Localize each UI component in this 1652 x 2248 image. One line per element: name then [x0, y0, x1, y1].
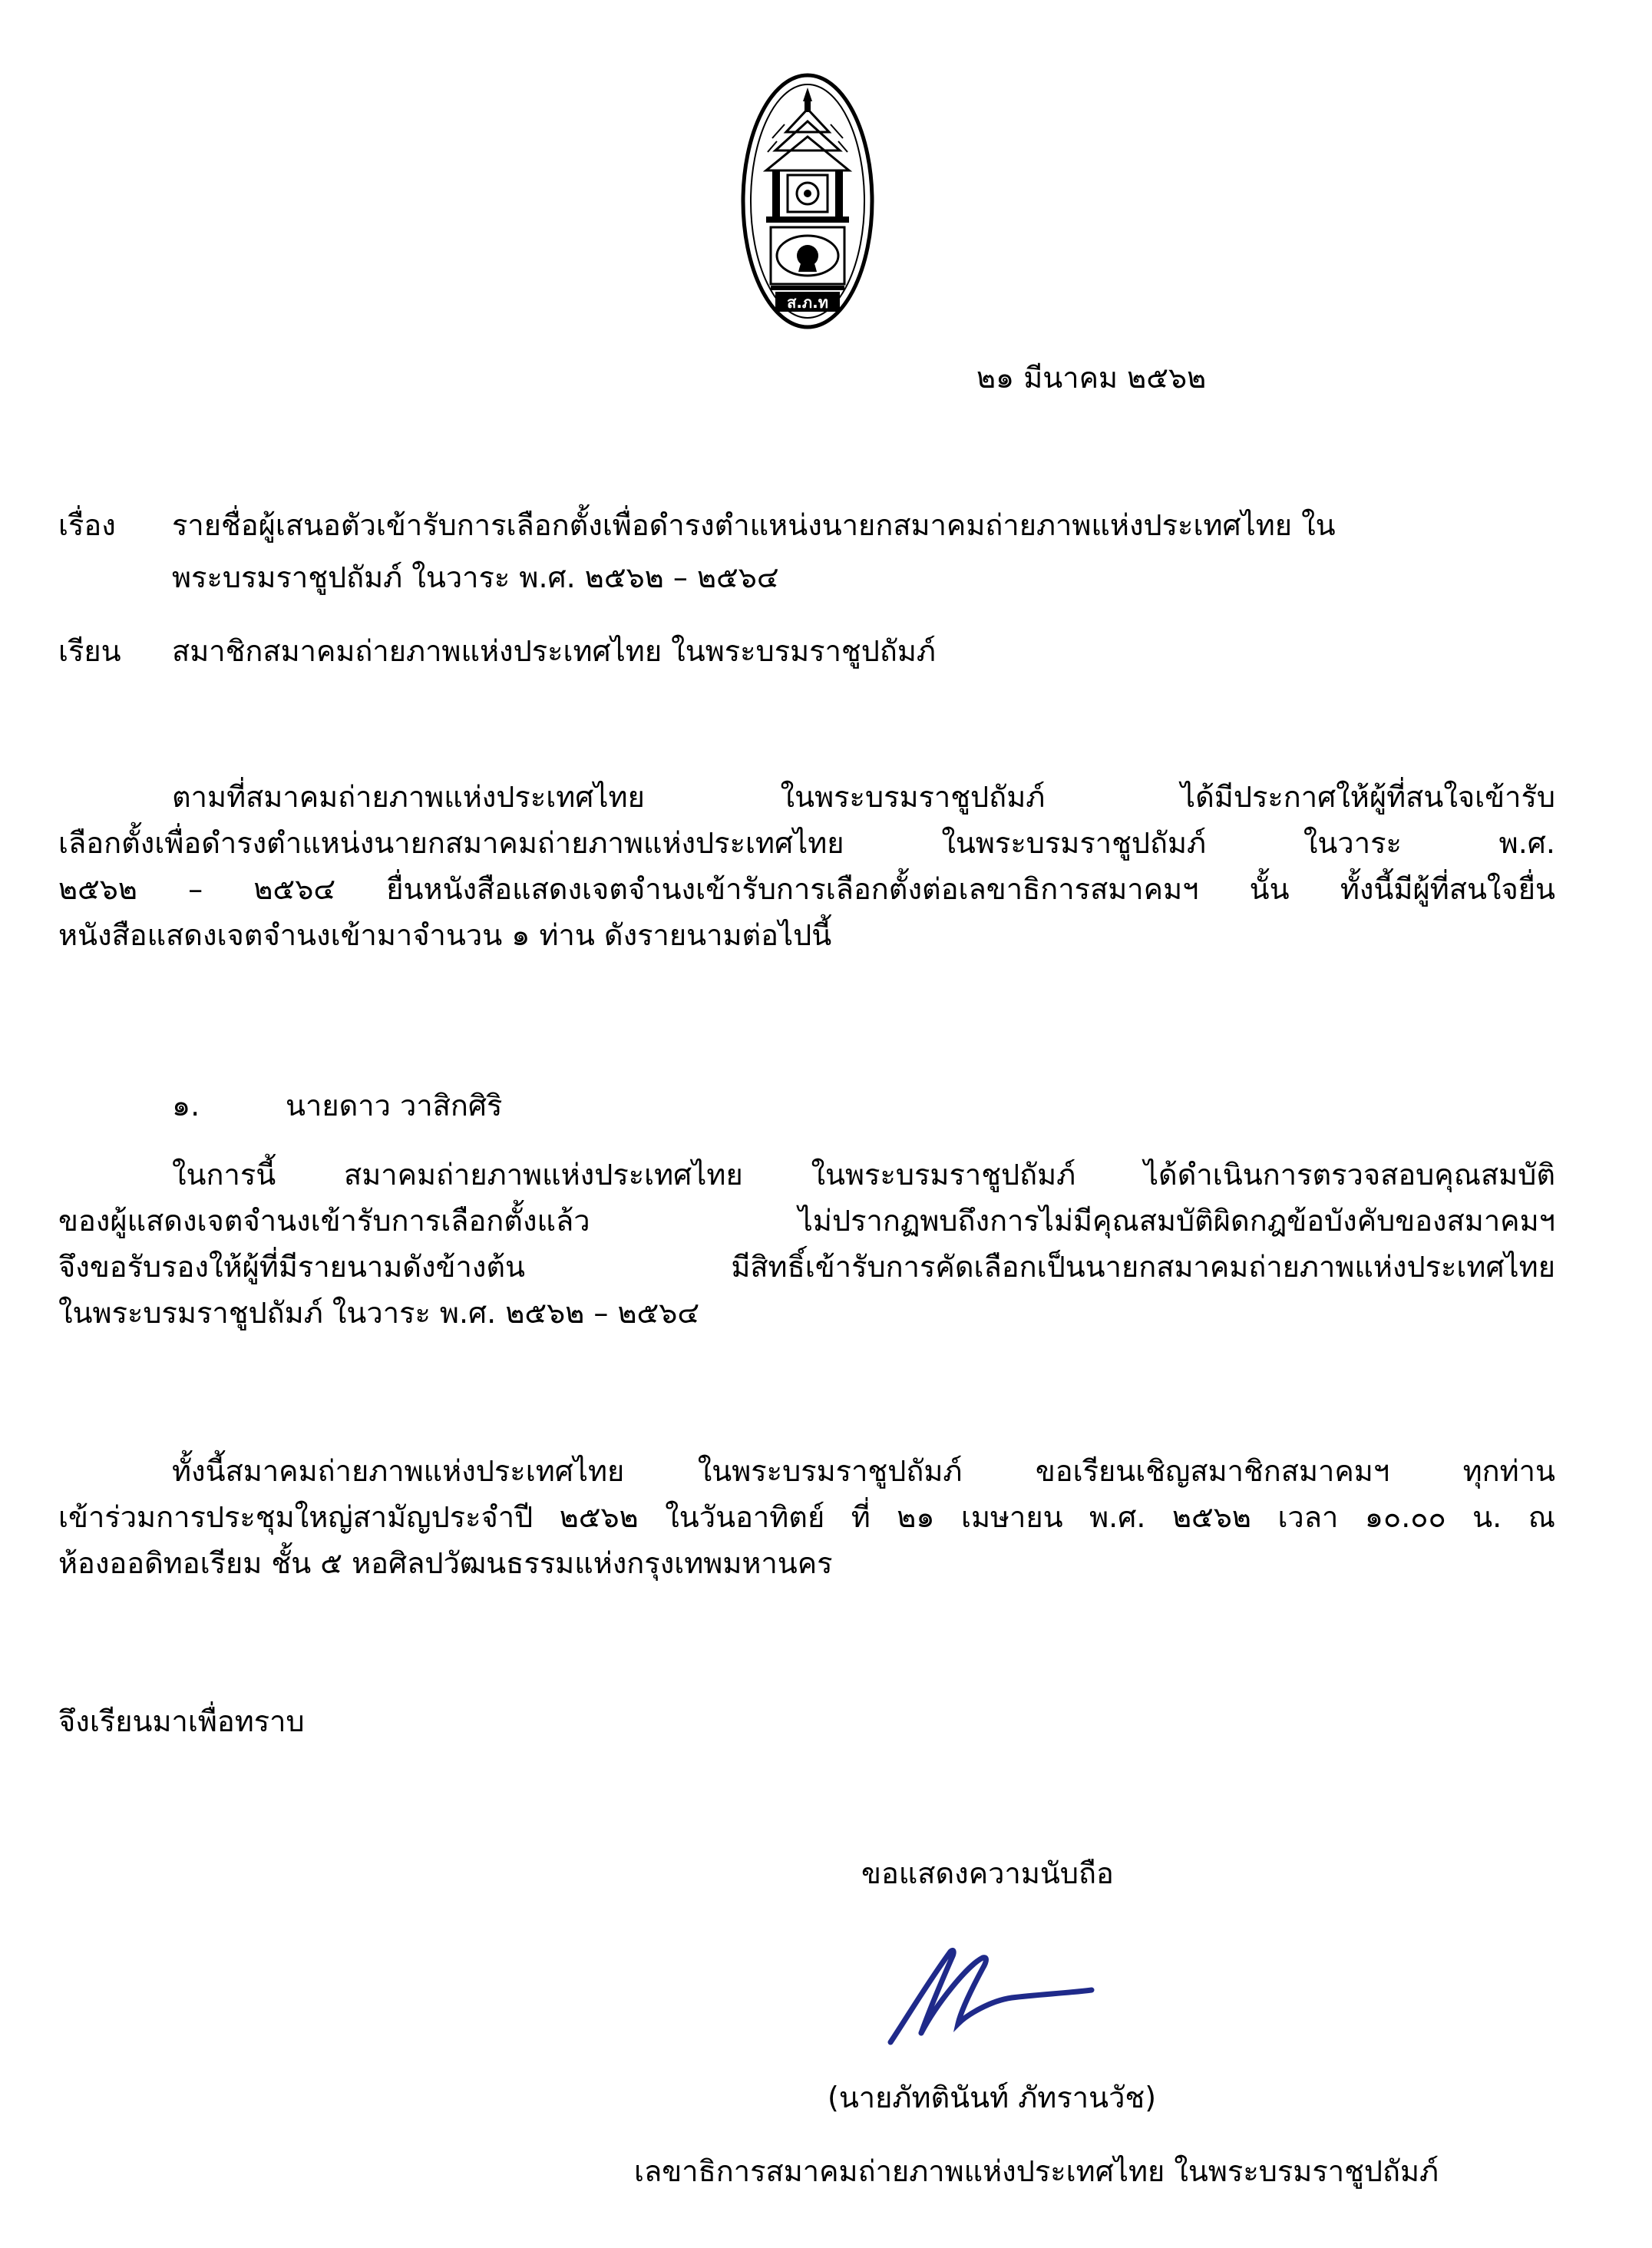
paragraph-line: หนังสือแสดงเจตจำนงเข้ามาจำนวน ๑ ท่าน ดังรายนามต่อไปนี้ — [58, 918, 832, 952]
paragraph-announcement — [58, 774, 1555, 958]
signatory-name: (นายภัทตินันท์ ภัทรานวัช) — [828, 2081, 1157, 2114]
paragraph-line: ตามที่สมาคมถ่ายภาพแห่งประเทศไทย ในพระบรมราชูปถัมภ์ ได้มีประกาศให้ผู้ที่สนใจเข้ารับ — [172, 780, 1555, 814]
closing-statement: จึงเรียนมาเพื่อทราบ — [58, 1704, 305, 1738]
paragraph-verification — [58, 1152, 1555, 1336]
subject-label: เรื่อง — [58, 508, 116, 542]
letter-date: ๒๑ มีนาคม ๒๕๖๒ — [976, 361, 1207, 395]
paragraph-line: ของผู้แสดงเจตจำนงเข้ารับการเลือกตั้งแล้ว ไม่ปรากฏพบถึงการไม่มีคุณสมบัติผิดกฎข้อบังคับของสมาคมฯ — [58, 1204, 1555, 1238]
paragraph-invitation — [58, 1448, 1555, 1586]
association-seal-icon — [738, 71, 877, 332]
paragraph-line: ในพระบรมราชูปถัมภ์ ในวาระ พ.ศ. ๒๕๖๒ – ๒๕๖๔ — [58, 1296, 700, 1330]
subject-line-1: รายชื่อผู้เสนอตัวเข้ารับการเลือกตั้งเพื่อดำรงตำแหน่งนายกสมาคมถ่ายภาพแห่งประเทศไทย ใน — [172, 508, 1336, 542]
paragraph-line: ๒๕๖๒ – ๒๕๖๔ ยื่นหนังสือแสดงเจตจำนงเข้ารับการเลือกตั้งต่อเลขาธิการสมาคมฯ นั้น ทั้งนี้มีผู้ที่สนใจยื่น — [58, 872, 1555, 906]
svg-text:ส.ภ.ท: ส.ภ.ท — [787, 293, 828, 312]
paragraph-line: เลือกตั้งเพื่อดำรงตำแหน่งนายกสมาคมถ่ายภาพแห่งประเทศไทย ในพระบรมราชูปถัมภ์ ในวาระ พ.ศ. — [58, 826, 1555, 860]
candidate-number: ๑. — [172, 1089, 200, 1122]
paragraph-line: จึงขอรับรองให้ผู้ที่มีรายนามดังข้างต้น มีสิทธิ์เข้ารับการคัดเลือกเป็นนายกสมาคมถ่ายภาพแห่งประเทศไทย — [58, 1250, 1555, 1284]
subject-line-2: พระบรมราชูปถัมภ์ ในวาระ พ.ศ. ๒๕๖๒ – ๒๕๖๔ — [172, 560, 779, 594]
paragraph-line: เข้าร่วมการประชุมใหญ่สามัญประจำปี ๒๕๖๒ ในวันอาทิตย์ ที่ ๒๑ เมษายน พ.ศ. ๒๕๖๒ เวลา ๑๐.๐๐ น. ณ — [58, 1500, 1555, 1534]
recipient-label: เรียน — [58, 634, 121, 668]
candidate-name: นายดาว วาสิกศิริ — [286, 1089, 503, 1122]
regards-text: ขอแสดงความนับถือ — [861, 1856, 1114, 1890]
paragraph-line: ห้องออดิทอเรียม ชั้น ๕ หอศิลปวัฒนธรรมแห่งกรุงเทพมหานคร — [58, 1546, 833, 1580]
recipient-text: สมาชิกสมาคมถ่ายภาพแห่งประเทศไทย ในพระบรมราชูปถัมภ์ — [172, 634, 936, 668]
handwritten-signature-icon — [875, 1935, 1098, 2058]
signatory-title: เลขาธิการสมาคมถ่ายภาพแห่งประเทศไทย ในพระบรมราชูปถัมภ์ — [634, 2154, 1439, 2188]
paragraph-line: ทั้งนี้สมาคมถ่ายภาพแห่งประเทศไทย ในพระบรมราชูปถัมภ์ ขอเรียนเชิญสมาชิกสมาคมฯ ทุกท่าน — [172, 1454, 1555, 1488]
paragraph-line: ในการนี้ สมาคมถ่ายภาพแห่งประเทศไทย ในพระบรมราชูปถัมภ์ ได้ดำเนินการตรวจสอบคุณสมบัติ — [172, 1158, 1555, 1192]
